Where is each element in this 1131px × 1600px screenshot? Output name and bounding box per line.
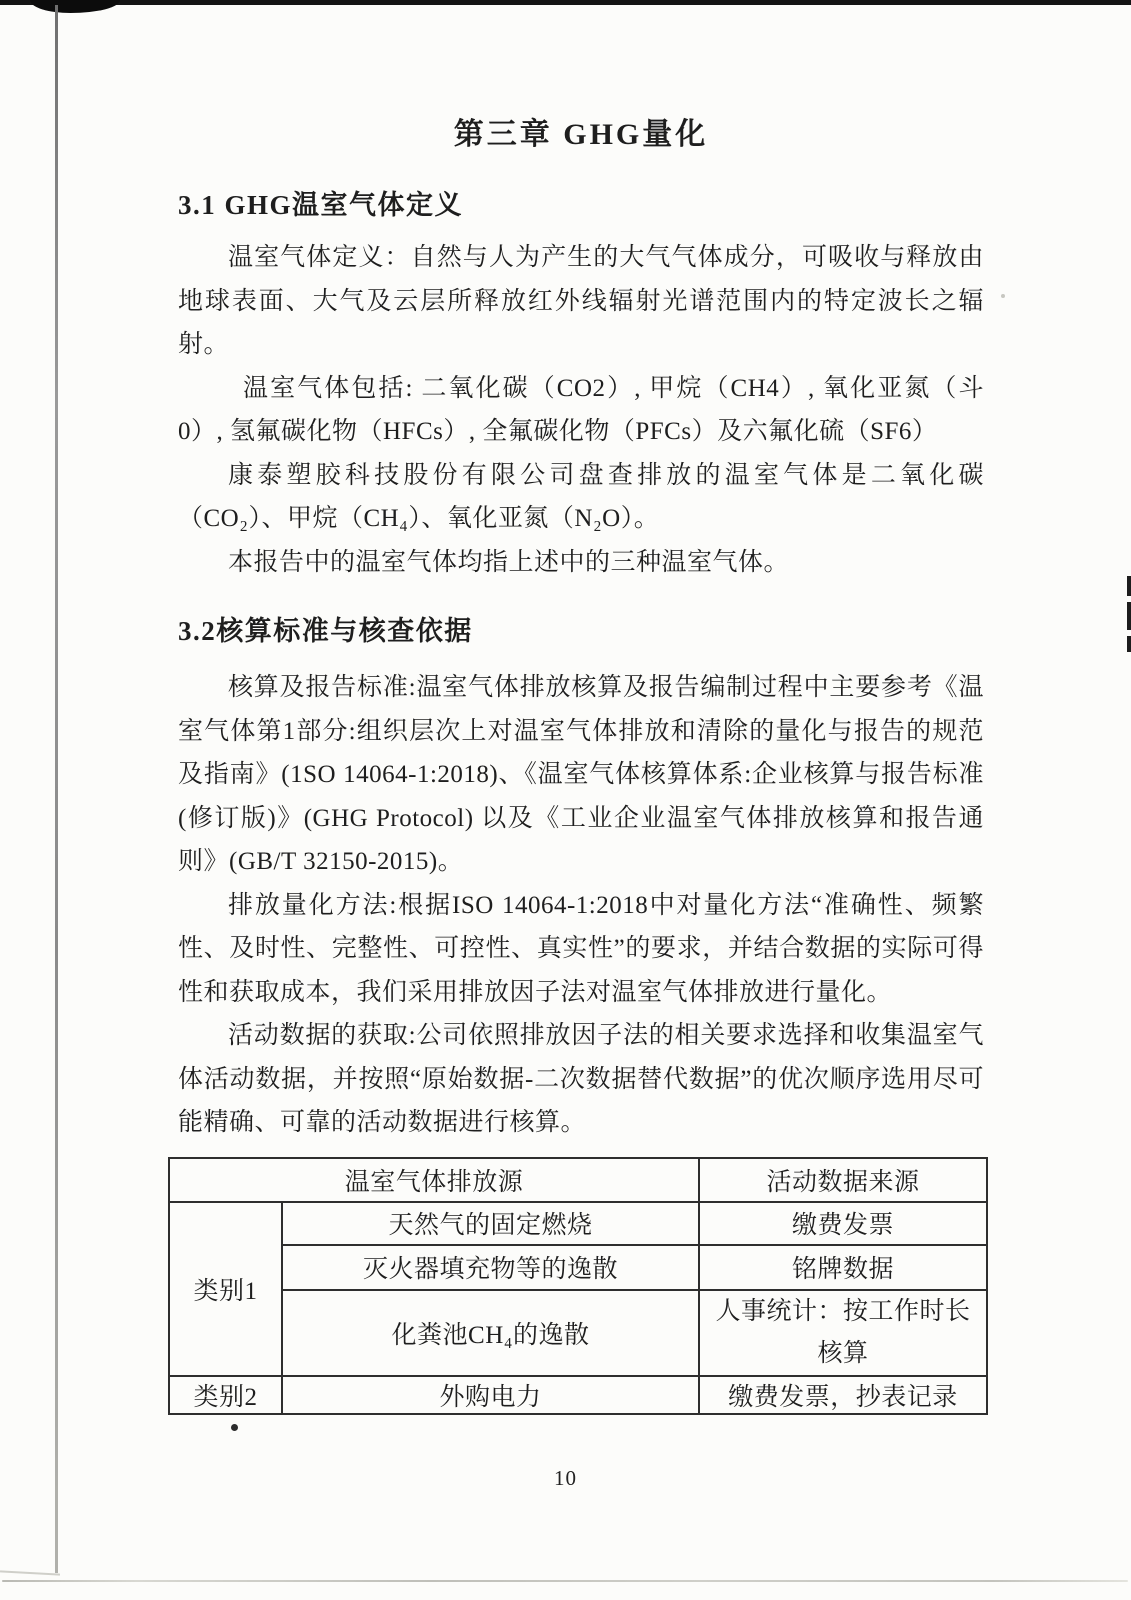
data-source-meter: 缴费发票，抄表记录 <box>699 1376 987 1414</box>
chapter-title: 第三章 GHG量化 <box>453 118 709 151</box>
data-source-nameplate: 铭牌数据 <box>699 1245 987 1290</box>
scan-top-edge-artifact <box>0 0 1131 5</box>
paragraph-company-gases: 康泰塑胶科技股份有限公司盘查排放的温室气体是二氧化碳（CO₂）、甲烷（CH₄）、氧化亚氮（N₂O）。 <box>178 461 984 532</box>
data-source-invoice: 缴费发票 <box>699 1202 987 1245</box>
section-3-1-heading: 3.1 GHG温室气体定义 <box>178 190 464 220</box>
data-source-hr-statistics: 人事统计：按工作时长核算 <box>699 1290 987 1376</box>
scan-left-fold-line <box>55 5 58 1573</box>
table-header-emission-source: 温室气体排放源 <box>169 1158 699 1202</box>
paragraph-report-scope: 本报告中的温室气体均指上述中的三种温室气体。 <box>228 548 790 576</box>
page-number: 10 <box>554 1466 577 1490</box>
ink-dot-artifact <box>231 1424 238 1431</box>
table-row <box>169 1290 987 1376</box>
source-purchased-power: 外购电力 <box>282 1376 699 1414</box>
paragraph-activity-data: 活动数据的获取:公司依照排放因子法的相关要求选择和收集温室气体活动数据，并按照“原始数据-二次数据替代数据”的优次顺序选用尽可能精确、可靠的活动数据进行核算。 <box>178 1022 984 1136</box>
emission-source-table <box>168 1157 988 1415</box>
table-header-row <box>169 1158 987 1202</box>
source-extinguisher: 灭火器填充物等的逸散 <box>282 1245 699 1290</box>
table-header-activity-data-source: 活动数据来源 <box>699 1158 987 1202</box>
document-body <box>178 112 984 1415</box>
category-1-label: 类别1 <box>169 1202 282 1376</box>
scan-bottom-left-line <box>0 1570 60 1575</box>
table-row <box>169 1376 987 1414</box>
scan-right-edge-mark <box>1127 636 1131 652</box>
paragraph-accounting-standards: 核算及报告标准:温室气体排放核算及报告编制过程中主要参考《温室气体第1部分:组织层次上对温室气体排放和清除的量化与报告的规范及指南》(1SO 14064-1:2018)、《温室气体核算体系:企业核算与报告标准(修订版)》(GHG Protocol) 以及《工业企业温室气体排放核算和报告通则》(GB/T 32150-2015)。 <box>178 674 984 875</box>
table-row <box>169 1202 987 1245</box>
source-natural-gas: 天然气的固定燃烧 <box>282 1202 699 1245</box>
paragraph-quantification-method: 排放量化方法:根据ISO 14064-1:2018中对量化方法“准确性、频繁性、及时性、完整性、可控性、真实性”的要求，并结合数据的实际可得性和获取成本，我们采用排放因子法对温室气体排放进行量化。 <box>178 891 984 1006</box>
scan-speck-artifact <box>1001 294 1005 298</box>
category-2-label: 类别2 <box>169 1376 282 1414</box>
scan-right-edge-mark <box>1127 602 1131 630</box>
section-3-2-heading: 3.2核算标准与核查依据 <box>178 616 473 646</box>
table-row <box>169 1245 987 1290</box>
scan-top-blob-artifact <box>30 0 120 13</box>
scan-bottom-edge-line <box>2 1580 1128 1582</box>
source-septic-tank: 化粪池CH₄的逸散 <box>282 1290 699 1376</box>
scan-right-edge-mark <box>1127 576 1131 596</box>
paragraph-ghg-list: 温室气体包括: 二氧化碳（CO2）, 甲烷（CH4）, 氧化亚氮（斗0）, 氢氟碳化物（HFCs）, 全氟碳化物（PFCs）及六氟化硫（SF6） <box>178 374 984 445</box>
paragraph-ghg-definition: 温室气体定义：自然与人为产生的大气气体成分，可吸收与释放由地球表面、大气及云层所释放红外线辐射光谱范围内的特定波长之辐射。 <box>178 244 984 358</box>
